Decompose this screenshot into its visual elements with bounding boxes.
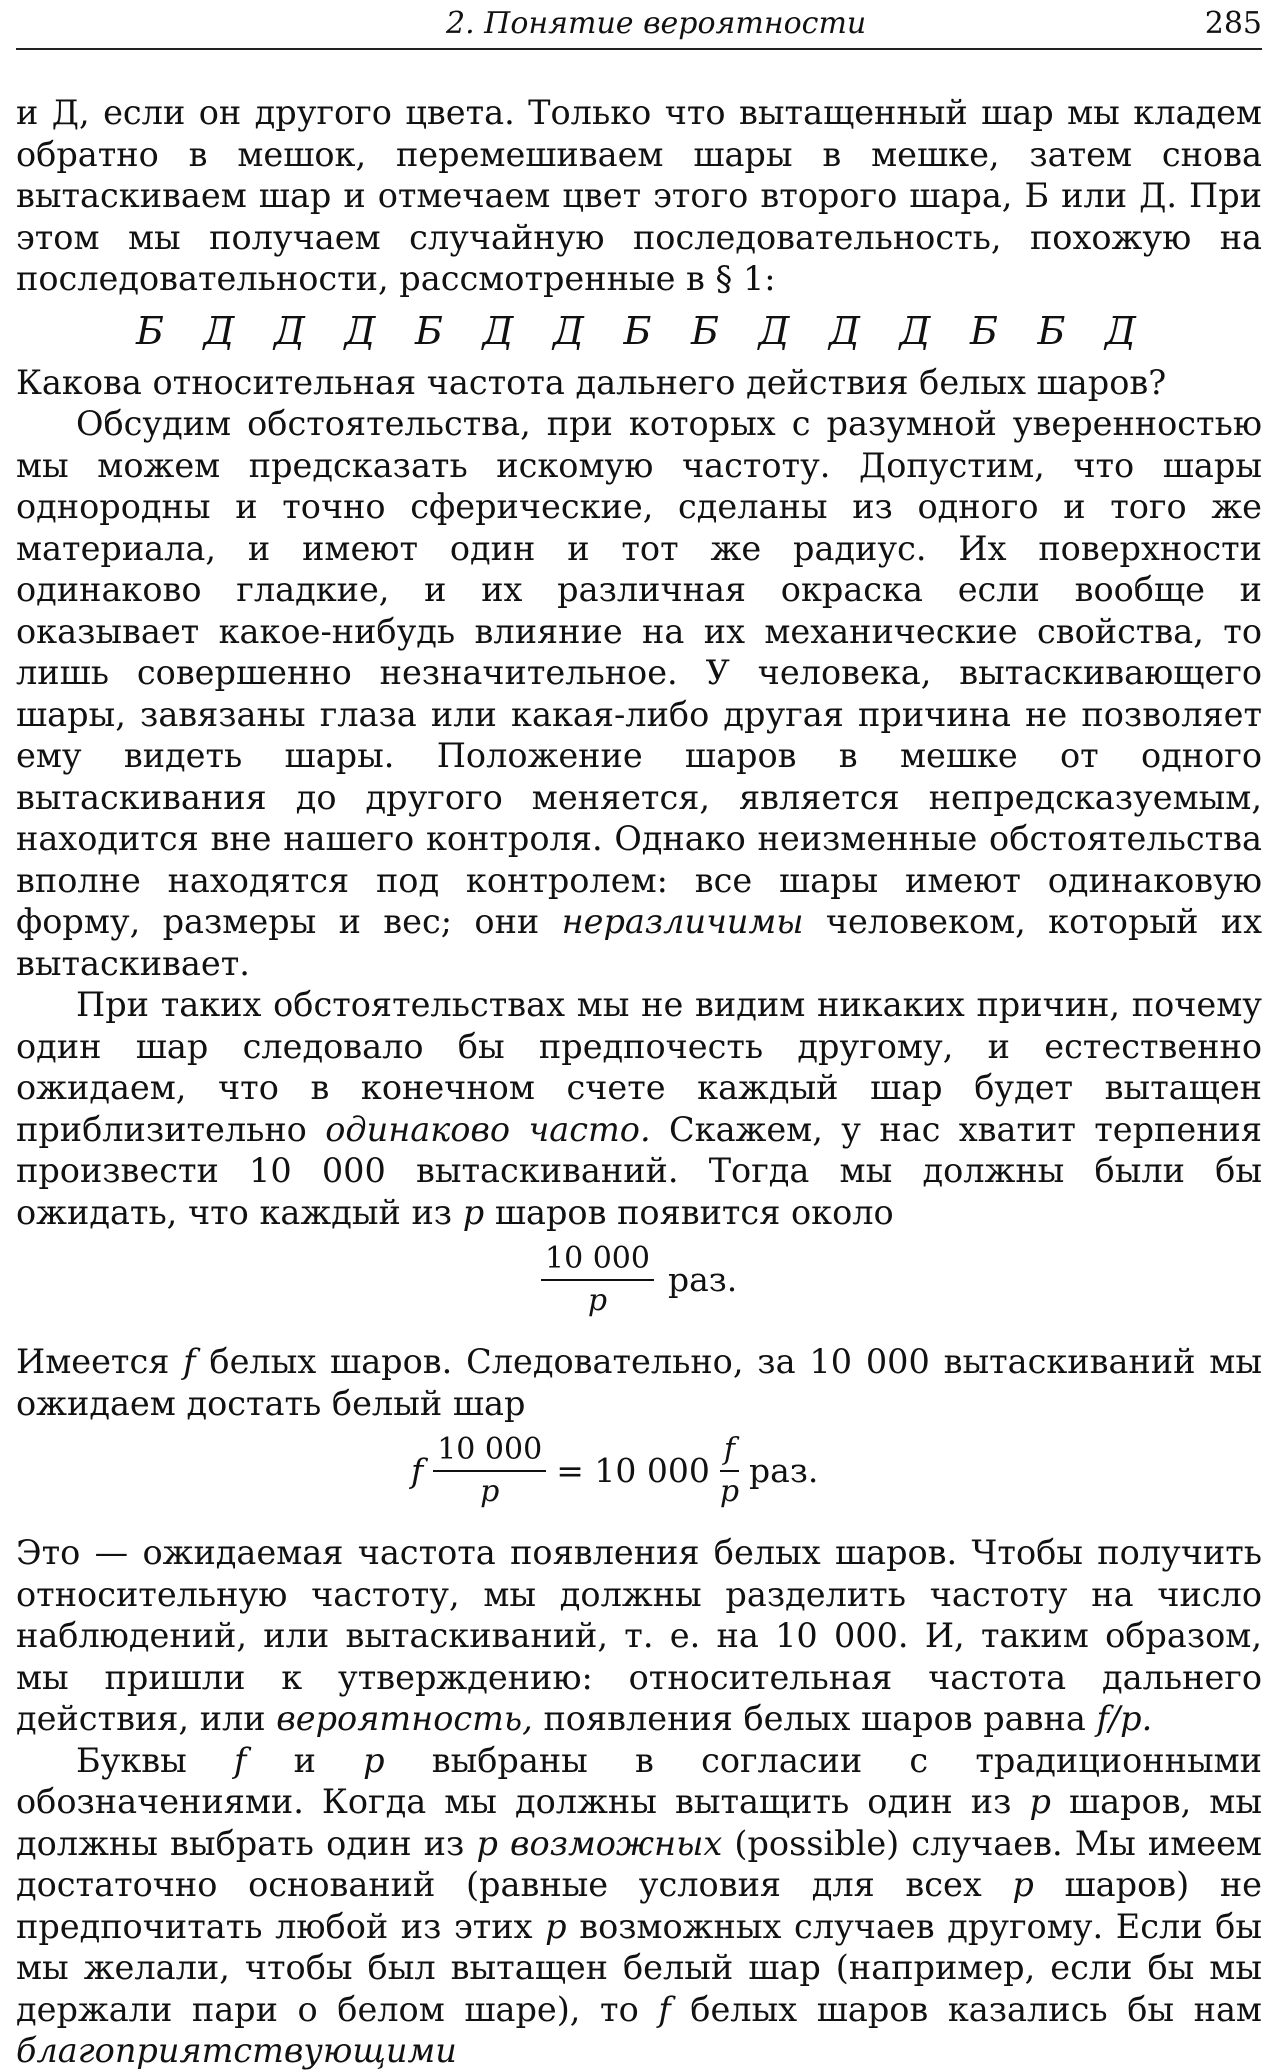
sequence-item: Д bbox=[274, 308, 305, 353]
text-run: возможных случаев другому. Если бы мы желали, чтобы был вытащен белый шар (например, если бы мы держали пари о белом шаре), то bbox=[16, 1906, 1262, 2029]
math-variable: f bbox=[233, 1740, 247, 1780]
sequence-item: Б bbox=[1037, 308, 1066, 353]
paragraph-1: и Д, если он другого цвета. Только что вытащенный шар мы кладем обратно в мешок, перемешиваем шары в мешке, затем снова вытаскиваем шар и отмечаем цвет этого второго шара, Б или Д. При этом мы получаем случайную последовательность, похожую на последовательности, рассмотренные в § 1: bbox=[16, 93, 1262, 298]
formula-1-body bbox=[541, 1241, 737, 1319]
sequence-item: Б bbox=[690, 308, 719, 353]
emphasis: неразличимы bbox=[561, 902, 804, 941]
text-run: белых шаров. Следовательно, за 10 000 вытаскиваний мы ожидаем достать белый шар bbox=[16, 1342, 1262, 1423]
numerator: 10 000 bbox=[433, 1432, 546, 1472]
sequence-item: Б bbox=[414, 308, 443, 353]
text-run: Это — ожидаемая частота появления белых шаров. Чтобы получить относительную частоту, мы должны разделить частоту на число наблюдений, или вытаскиваний, т. е. на 10 000. И, таким образом, мы пришли к утверждению: относительная частота дальнего действия, или bbox=[16, 1533, 1262, 1738]
sequence-item: Д bbox=[203, 308, 235, 353]
math-variable: f bbox=[411, 1451, 424, 1491]
text-run: выбраны в согласии с традиционными обозначениями. Когда мы должны вытащить один из bbox=[16, 1740, 1262, 1821]
text-run: шаров, мы должны выбрать один из bbox=[16, 1782, 1262, 1863]
paragraph-4 bbox=[16, 984, 1262, 1233]
formula-1 bbox=[16, 1237, 1262, 1337]
text-run: шаров) не предпочитать любой из этих bbox=[16, 1865, 1262, 1946]
text-run: Скажем, у нас хватит терпения произвести 10 000 вытаскиваний. Тогда мы должны были бы ожидать, что каждый из bbox=[16, 1109, 1263, 1232]
text-run: (possible) случаев. Мы имеем достаточно оснований (равные условия для всех bbox=[16, 1823, 1262, 1904]
math-variable: p bbox=[462, 1192, 485, 1232]
sequence-item: Д bbox=[552, 308, 584, 353]
math-variable: p bbox=[1012, 1865, 1034, 1904]
text-run: человеком, который их вытаскивает. bbox=[16, 902, 1262, 983]
unit: раз. bbox=[749, 1451, 819, 1491]
numerator: f bbox=[720, 1432, 739, 1472]
sequence-item: Д bbox=[828, 308, 860, 353]
chapter-title: 2. Понятие вероятности bbox=[446, 6, 867, 41]
unit: раз. bbox=[667, 1260, 738, 1300]
ball-sequence bbox=[136, 308, 1136, 354]
emphasis: возможных bbox=[497, 1823, 723, 1863]
paragraph-5 bbox=[16, 1341, 1262, 1424]
sequence-item: Б bbox=[136, 308, 164, 353]
math-variable: p bbox=[545, 1906, 567, 1946]
emphasis: вероятность, bbox=[276, 1699, 533, 1738]
formula-2-body bbox=[411, 1432, 818, 1510]
text-run: Имеется bbox=[16, 1342, 184, 1381]
fraction bbox=[541, 1241, 654, 1319]
denominator: p bbox=[719, 1474, 740, 1509]
text-run: и bbox=[246, 1740, 364, 1780]
sequence-item: Д bbox=[344, 308, 376, 353]
text-run: Буквы bbox=[76, 1740, 234, 1780]
math-variable: f bbox=[183, 1342, 196, 1381]
sequence-item: Д bbox=[758, 308, 790, 353]
book-page bbox=[16, 0, 1263, 2070]
emphasis: одинаково часто. bbox=[325, 1109, 651, 1149]
math-variable: p bbox=[476, 1823, 498, 1863]
text-run: При таких обстоятельствах мы не видим никаких причин, почему один шар следовало бы предпочесть другому, и естественно ожидаем, что в конечном счете каждый шар будет вытащен приблизительно bbox=[16, 985, 1262, 1149]
math-variable: p bbox=[1029, 1782, 1051, 1821]
emphasis: благоприятствующими bbox=[16, 2031, 457, 2070]
running-header bbox=[16, 4, 1262, 50]
sequence-item: Д bbox=[1104, 308, 1136, 353]
math-variable: p bbox=[363, 1740, 385, 1780]
text-run: белых шаров казались бы нам bbox=[670, 1989, 1262, 2029]
paragraph-7 bbox=[16, 1740, 1262, 2072]
text-run: появления белых шаров равна bbox=[532, 1699, 1097, 1738]
sequence-item: Д bbox=[899, 308, 931, 353]
page-body bbox=[16, 92, 1262, 2072]
denominator: p bbox=[480, 1474, 500, 1509]
page-number: 285 bbox=[1204, 6, 1262, 41]
sequence-item: Д bbox=[482, 308, 514, 353]
denominator: p bbox=[587, 1283, 608, 1318]
math-variable: f/p. bbox=[1096, 1699, 1153, 1738]
sequence-item: Б bbox=[623, 308, 652, 353]
text-run: Обсудим обстоятельства, при которых с разумной уверенностью мы можем предсказать искомую частоту. Допустим, что шары однородны и точно сферические, сделаны из одного и того же материала, и имеют один и тот же радиус. Их поверхности одинаково гладкие, и их различная окраска если вообще и оказывает какое-нибудь влияние на их механические свойства, то лишь совершенно незначительное. У человека, вытаскивающего шары, завязаны глаза или какая-либо другая причина не позволяет ему видеть шары. Положение шаров в мешке от одного вытаскивания до другого меняется, является непредсказуемым, находится вне нашего контроля. Однако неизменные обстоятельства вполне находятся под контролем: все шары имеют одинаковую форму, размеры и вес; они bbox=[16, 404, 1262, 941]
sequence-item: Б bbox=[969, 308, 998, 353]
paragraph-6 bbox=[16, 1532, 1262, 1740]
numerator: 10 000 bbox=[541, 1241, 654, 1281]
paragraph-2: Какова относительная частота дальнего действия белых шаров? bbox=[16, 362, 1167, 402]
equals-term: = 10 000 bbox=[556, 1451, 710, 1491]
fraction bbox=[433, 1432, 546, 1510]
math-variable: f bbox=[658, 1989, 671, 2029]
text-run: шаров появится около bbox=[484, 1192, 894, 1232]
formula-2 bbox=[16, 1428, 1262, 1528]
fraction bbox=[720, 1432, 739, 1510]
paragraph-3 bbox=[16, 403, 1262, 984]
